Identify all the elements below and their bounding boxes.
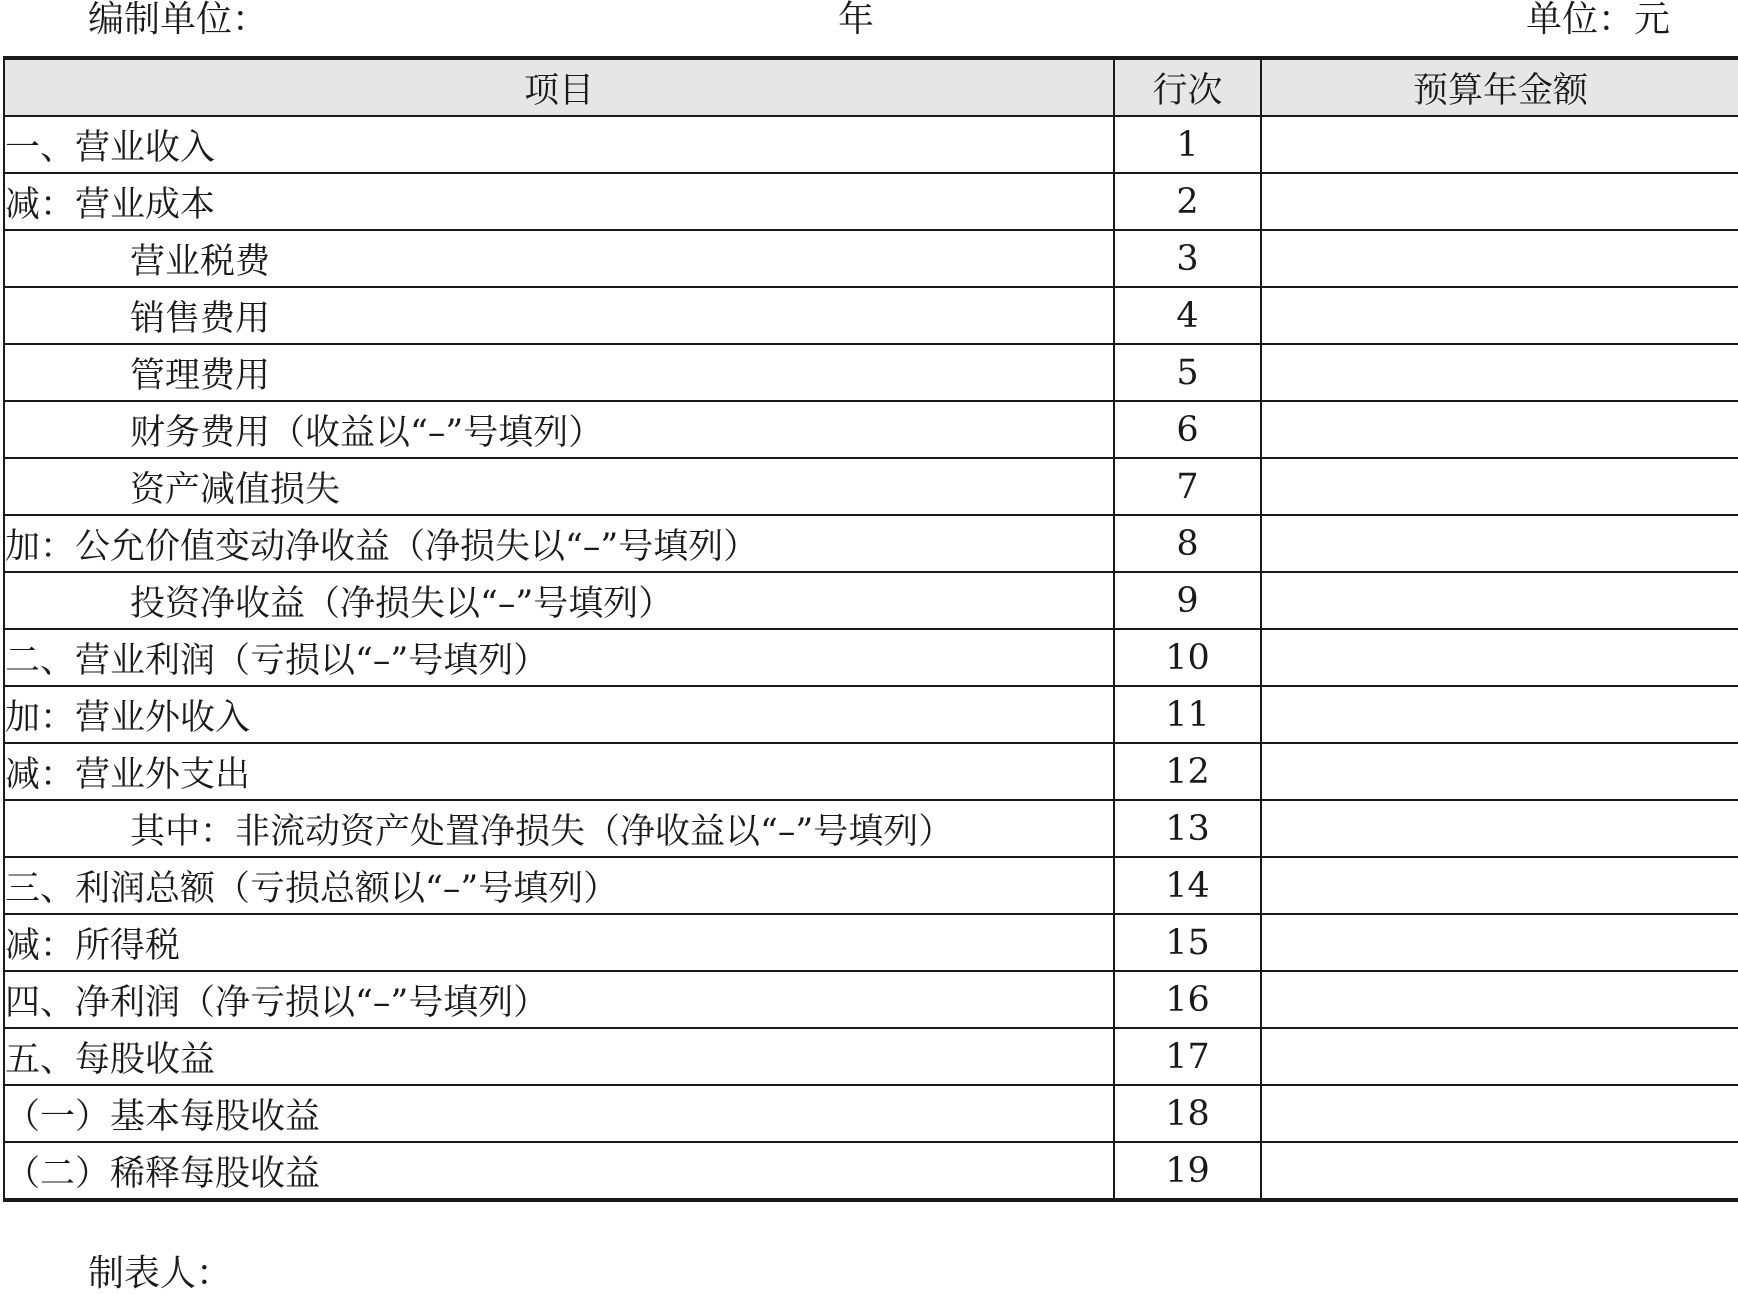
row-item-label: 加：公允价值变动净收益（净损失以“–”号填列） <box>4 515 1114 572</box>
table-row <box>4 743 1738 800</box>
row-budget-amount-cell[interactable] <box>1261 572 1738 629</box>
row-budget-amount-cell[interactable] <box>1261 515 1738 572</box>
row-budget-amount-cell[interactable] <box>1261 857 1738 914</box>
row-item-label: 二、营业利润（亏损以“–”号填列） <box>4 629 1114 686</box>
row-budget-amount-cell[interactable] <box>1261 116 1738 173</box>
row-budget-amount-cell[interactable] <box>1261 629 1738 686</box>
table-row <box>4 1028 1738 1085</box>
row-item-label: 投资净收益（净损失以“–”号填列） <box>4 572 1114 629</box>
row-budget-amount-cell[interactable] <box>1261 686 1738 743</box>
row-line-number: 1 <box>1114 116 1261 173</box>
row-budget-amount-cell[interactable] <box>1261 287 1738 344</box>
row-budget-amount-cell[interactable] <box>1261 971 1738 1028</box>
table-row <box>4 173 1738 230</box>
row-line-number: 12 <box>1114 743 1261 800</box>
table-row <box>4 230 1738 287</box>
row-line-number: 4 <box>1114 287 1261 344</box>
row-budget-amount-cell[interactable] <box>1261 743 1738 800</box>
row-budget-amount-cell[interactable] <box>1261 401 1738 458</box>
table-row <box>4 287 1738 344</box>
row-item-label: 减：所得税 <box>4 914 1114 971</box>
row-line-number: 19 <box>1114 1142 1261 1200</box>
table-row <box>4 971 1738 1028</box>
row-line-number: 9 <box>1114 572 1261 629</box>
row-budget-amount-cell[interactable] <box>1261 230 1738 287</box>
row-budget-amount-cell[interactable] <box>1261 1085 1738 1142</box>
table-row <box>4 1085 1738 1142</box>
row-item-label: 减：营业外支出 <box>4 743 1114 800</box>
table-row <box>4 914 1738 971</box>
row-line-number: 3 <box>1114 230 1261 287</box>
table-row <box>4 572 1738 629</box>
row-budget-amount-cell[interactable] <box>1261 800 1738 857</box>
column-header-item: 项目 <box>4 58 1114 116</box>
row-line-number: 10 <box>1114 629 1261 686</box>
row-line-number: 16 <box>1114 971 1261 1028</box>
row-item-label: （二）稀释每股收益 <box>4 1142 1114 1200</box>
row-line-number: 8 <box>1114 515 1261 572</box>
table-row <box>4 116 1738 173</box>
table-row <box>4 857 1738 914</box>
compiling-unit-label: 编制单位： <box>88 0 269 40</box>
row-budget-amount-cell[interactable] <box>1261 1028 1738 1085</box>
row-item-label: 其中：非流动资产处置净损失（净收益以“–”号填列） <box>4 800 1114 857</box>
table-row <box>4 800 1738 857</box>
table-header-row <box>4 58 1738 116</box>
table-row <box>4 686 1738 743</box>
table-row <box>4 515 1738 572</box>
row-line-number: 14 <box>1114 857 1261 914</box>
row-line-number: 18 <box>1114 1085 1261 1142</box>
table-row <box>4 458 1738 515</box>
row-budget-amount-cell[interactable] <box>1261 1142 1738 1200</box>
table-row <box>4 401 1738 458</box>
column-header-budget-amount: 预算年金额 <box>1261 58 1738 116</box>
row-item-label: 营业税费 <box>4 230 1114 287</box>
row-item-label: 减：营业成本 <box>4 173 1114 230</box>
row-line-number: 6 <box>1114 401 1261 458</box>
row-line-number: 2 <box>1114 173 1261 230</box>
row-line-number: 11 <box>1114 686 1261 743</box>
row-budget-amount-cell[interactable] <box>1261 173 1738 230</box>
row-line-number: 5 <box>1114 344 1261 401</box>
row-budget-amount-cell[interactable] <box>1261 344 1738 401</box>
year-label: 年 <box>838 0 875 40</box>
row-line-number: 13 <box>1114 800 1261 857</box>
row-item-label: 销售费用 <box>4 287 1114 344</box>
row-item-label: 财务费用（收益以“–”号填列） <box>4 401 1114 458</box>
table-row <box>4 1142 1738 1200</box>
row-item-label: 五、每股收益 <box>4 1028 1114 1085</box>
budget-income-table <box>3 56 1738 1202</box>
row-item-label: 资产减值损失 <box>4 458 1114 515</box>
row-item-label: 加：营业外收入 <box>4 686 1114 743</box>
row-item-label: 管理费用 <box>4 344 1114 401</box>
row-item-label: 四、净利润（净亏损以“–”号填列） <box>4 971 1114 1028</box>
row-line-number: 7 <box>1114 458 1261 515</box>
row-budget-amount-cell[interactable] <box>1261 914 1738 971</box>
row-budget-amount-cell[interactable] <box>1261 458 1738 515</box>
row-line-number: 15 <box>1114 914 1261 971</box>
table-row <box>4 344 1738 401</box>
report-header <box>0 0 1738 50</box>
preparer-label: 制表人： <box>88 1253 233 1294</box>
row-item-label: 一、营业收入 <box>4 116 1114 173</box>
column-header-line-no: 行次 <box>1114 58 1261 116</box>
row-item-label: （一）基本每股收益 <box>4 1085 1114 1142</box>
table-row <box>4 629 1738 686</box>
currency-unit-label: 单位：元 <box>1526 0 1671 40</box>
row-item-label: 三、利润总额（亏损总额以“–”号填列） <box>4 857 1114 914</box>
row-line-number: 17 <box>1114 1028 1261 1085</box>
